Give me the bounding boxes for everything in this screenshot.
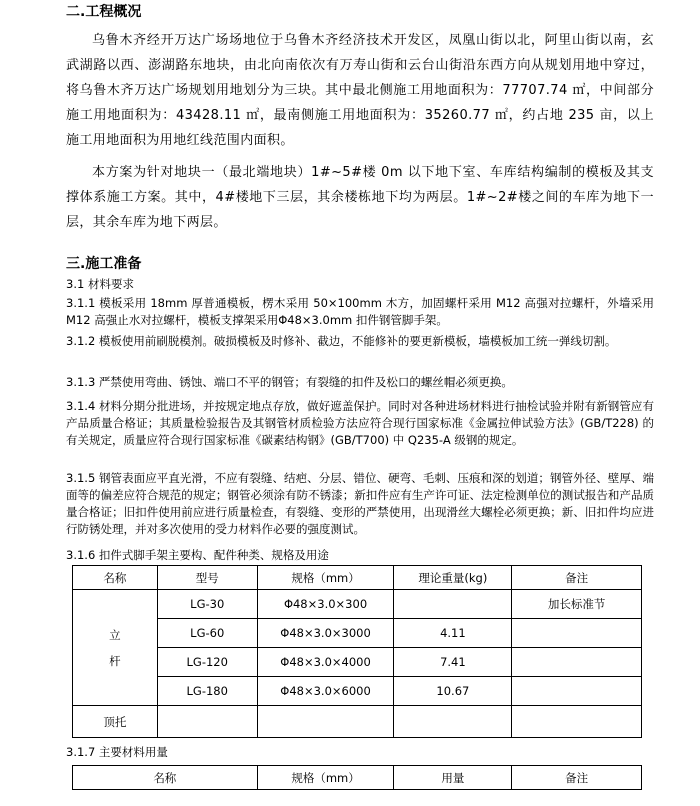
col-header-note: 备注	[512, 766, 642, 790]
model-cell: LG-120	[157, 648, 257, 677]
item-3-1-2: 3.1.2 模板使用前刷脱模剂。破损模板及时修补、截边，不能修补的要更新模板，墙模板加工统一弹线切割。	[66, 334, 617, 348]
weight-cell: 4.11	[394, 619, 512, 648]
group-name-char-2: 杆	[109, 653, 121, 668]
item-3-1-4: 3.1.4 材料分期分批进场，并按规定地点存放，做好遮盖保护。同时对各种进场材料进行抽检试验并附有新钢管应有产品质量合格证；其质量检验报告及其钢管材质检验方法应符合现行国家标准《金属拉伸试验方法》(GB/T228) 的有关规定，质量应符合现行国家标准《碳素结构钢》(GB/T700) 中 Q235-A 级钢的规定。	[66, 399, 654, 447]
spec-cell: Φ48×3.0×300	[257, 590, 394, 619]
col-header-note: 备注	[512, 566, 642, 590]
item-3-1-5: 3.1.5 钢管表面应平直光滑，不应有裂缝、结疤、分层、错位、硬弯、毛刺、压痕和深的划道；钢管外径、壁厚、端面等的偏差应符合规范的规定；钢管必须涂有防不锈漆；新扣件应有生产许可证、法定检测单位的测试报告和产品质量合格证；旧扣件使用前应进行质量检查，有裂缝、变形的严禁使用，出现滑丝大螺栓必须更换；新、旧扣件均应进行防锈处理，并对多次使用的受力材料作必要的强度测试。	[66, 471, 654, 536]
note-cell	[512, 677, 642, 706]
table-row	[73, 677, 642, 706]
group-name-char-1: 立	[109, 627, 121, 642]
note-cell: 加长标准节	[512, 590, 642, 619]
weight-cell: 7.41	[394, 648, 512, 677]
table-row	[73, 619, 642, 648]
name-cell: 顶托	[73, 706, 158, 738]
materials-table	[72, 765, 642, 790]
col-header-weight: 理论重量(kg)	[394, 566, 512, 590]
col-header-spec: 规格（mm）	[257, 766, 394, 790]
note-cell	[512, 619, 642, 648]
table-header-row	[73, 766, 642, 790]
note-cell	[512, 648, 642, 677]
model-cell: LG-60	[157, 619, 257, 648]
section-heading-preparation: 三.施工准备	[66, 256, 142, 272]
item-3-1-1: 3.1.1 模板采用 18mm 厚普通模板，楞木采用 50×100mm 木方，加固螺杆采用 M12 高强对拉螺杆，外墙采用 M12 高强止水对拉螺杆，模板支撑架采用Φ48×3.0mm 扣件钢管脚手架。	[66, 296, 654, 327]
weight-cell: 10.67	[394, 677, 512, 706]
group-name-cell	[73, 590, 158, 706]
col-header-name: 名称	[73, 566, 158, 590]
col-header-model: 型号	[157, 566, 257, 590]
section-heading-overview: 二.工程概况	[66, 4, 142, 20]
spec-cell: Φ48×3.0×3000	[257, 619, 394, 648]
table-header-row	[73, 566, 642, 590]
overview-paragraph-1: 乌鲁木齐经开万达广场场地位于乌鲁木齐经济技术开发区，凤凰山街以北，阿里山街以南，玄武湖路以西、澎湖路东地块，由北向南依次有万寿山街和云台山街沿东西方向从规划用地中穿过，将乌鲁木齐万达广场规划用地划分为三块。其中最北侧施工用地面积为：77707.74 ㎡，中间部分施工用地面积为：43428.11 ㎡，最南侧施工用地面积为：35260.77 ㎡，约占地 235 亩，以上施工用地面积为用地红线范围内面积。	[66, 33, 654, 148]
item-3-1-6: 3.1.6 扣件式脚手架主要构、配件种类、规格及用途	[66, 548, 329, 562]
spec-cell: Φ48×3.0×4000	[257, 648, 394, 677]
subsection-3-1: 3.1 材料要求	[66, 277, 134, 291]
components-table	[72, 565, 642, 738]
table-row	[73, 648, 642, 677]
col-header-quantity: 用量	[394, 766, 512, 790]
spec-cell: Φ48×3.0×6000	[257, 677, 394, 706]
overview-paragraph-2: 本方案为针对地块一（最北端地块）1#~5#楼 0m 以下地下室、车库结构编制的模板及其支撑体系施工方案。其中，4#楼地下三层，其余楼栋地下均为两层。1#~2#楼之间的车库为地下一层，其余车库为地下两层。	[66, 165, 654, 230]
model-cell: LG-30	[157, 590, 257, 619]
model-cell: LG-180	[157, 677, 257, 706]
item-3-1-3: 3.1.3 严禁使用弯曲、锈蚀、端口不平的钢管；有裂缝的扣件及松口的螺丝帽必须更换。	[66, 375, 513, 389]
table-row	[73, 706, 642, 738]
weight-cell	[394, 590, 512, 619]
col-header-spec: 规格（mm）	[257, 566, 394, 590]
item-3-1-7: 3.1.7 主要材料用量	[66, 745, 168, 759]
col-header-name: 名称	[73, 766, 258, 790]
table-row	[73, 590, 642, 619]
